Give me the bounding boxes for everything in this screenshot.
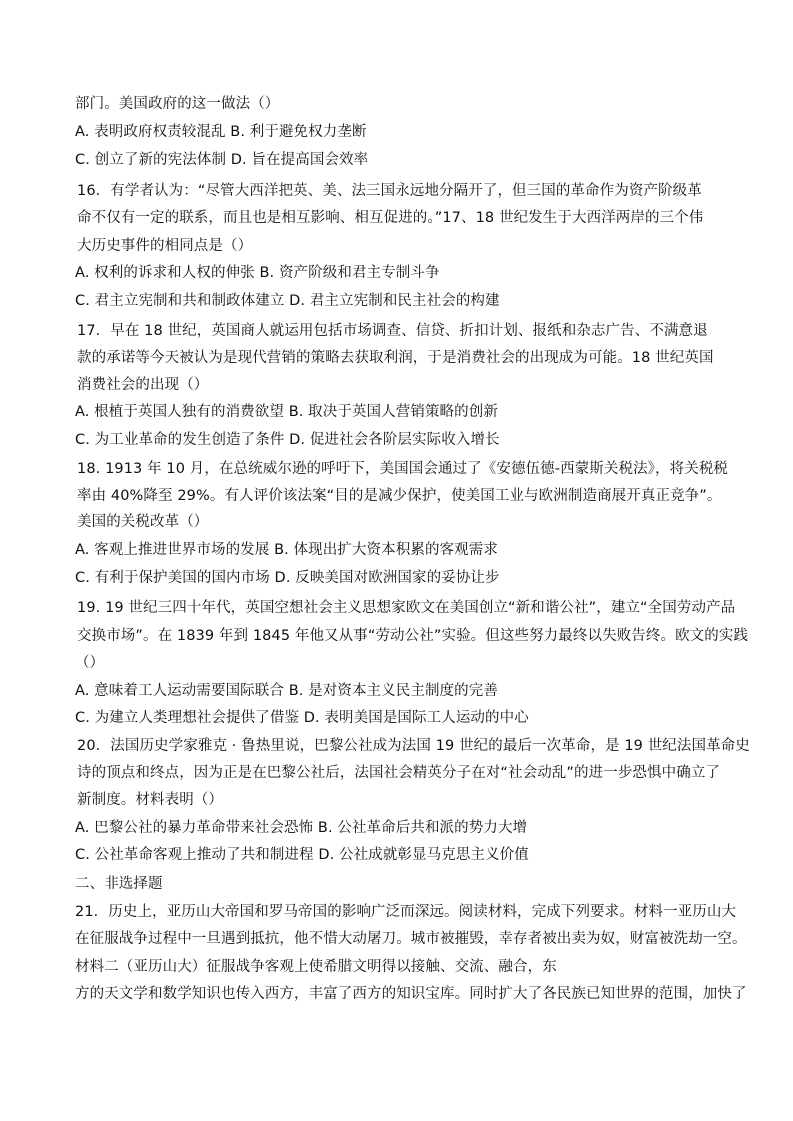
option-line: C. 为建立人类理想社会提供了借鉴 D. 表明美国是国际工人运动的中心	[75, 710, 529, 726]
option-line: C. 有利于保护美国的国内市场 D. 反映美国对欧洲国家的妥协让步	[75, 570, 500, 586]
option-line: C. 君主立宪制和共和制政体建立 D. 君主立宪制和民主社会的构建	[75, 293, 500, 309]
text-line: 在征服战争过程中一旦遇到抵抗，他不惜大动屠刀。城市被摧毁，幸存者被出卖为奴，财富被洗劫一空。	[75, 931, 747, 947]
text-line: 率由 40%降至 29%。有人评价该法案“目的是减少保护，使美国工业与欧洲制造商展开真正竞争”。	[77, 488, 722, 504]
question-19: 19. 19 世纪三四十年代，英国空想社会主义思想家欧文在美国创立“新和谐公社”，建立“全国劳动产品	[77, 600, 736, 616]
option-line: A. 意味着工人运动需要国际联合 B. 是对资本主义民主制度的完善	[75, 683, 498, 699]
text-line: 部门。美国政府的这一做法（）	[75, 96, 280, 112]
option-line: A. 客观上推进世界市场的发展 B. 体现出扩大资本积累的客观需求	[75, 542, 498, 558]
text-line: 美国的关税改革（）	[77, 514, 209, 530]
question-18: 18. 1913 年 10 月，在总统威尔逊的呼吁下，美国国会通过了《安德伍德-西蒙斯关税法》，将关税税	[77, 461, 729, 477]
question-21: 21．历史上，亚历山大帝国和罗马帝国的影响广泛而深远。阅读材料，完成下列要求。材料一亚历山大	[75, 904, 737, 920]
option-line: C. 公社革命客观上推动了共和制进程 D. 公社成就彰显马克思主义价值	[75, 847, 529, 863]
text-line: 诗的顶点和终点，因为正是在巴黎公社后，法国社会精英分子在对“社会动乱”的进一步恐惧中确立了	[77, 765, 721, 781]
text-line: 消费社会的出现（）	[77, 377, 209, 393]
question-20: 20．法国历史学家雅克 · 鲁热里说，巴黎公社成为法国 19 世纪的最后一次革命，是 19 世纪法国革命史	[77, 738, 750, 754]
question-16: 16．有学者认为：“尽管大西洋把英、美、法三国永远地分隔开了，但三国的革命作为资产阶级革	[77, 183, 702, 199]
section-heading: 二、非选择题	[75, 876, 163, 892]
text-line: 大历史事件的相同点是（）	[77, 238, 253, 254]
question-17: 17．早在 18 世纪，英国商人就运用包括市场调查、信贷、折扣计划、报纸和杂志广告、不满意退	[77, 323, 708, 339]
option-line: A. 巴黎公社的暴力革命带来社会恐怖 B. 公社革命后共和派的势力大增	[75, 820, 528, 836]
text-line: 交换市场”。在 1839 年到 1845 年他又从事“劳动公社”实验。但这些努力最终以失败告终。欧文的实践	[77, 628, 749, 644]
text-line: 方的天文学和数学知识也传入西方，丰富了西方的知识宝库。同时扩大了各民族已知世界的范围，加快了	[75, 986, 747, 1002]
text-line: 命不仅有一定的联系，而且也是相互影响、相互促进的。”17、18 世纪发生于大西洋两岸的三个伟	[77, 210, 704, 226]
option-line: C. 创立了新的宪法体制 D. 旨在提高国会效率	[75, 152, 369, 168]
option-line: A. 根植于英国人独有的消费欲望 B. 取决于英国人营销策略的创新	[75, 404, 498, 420]
option-line: A. 表明政府权责较混乱 B. 利于避免权力垄断	[75, 124, 367, 140]
text-line: （）	[75, 655, 105, 671]
text-line: 新制度。材料表明（）	[77, 792, 223, 808]
option-line: C. 为工业革命的发生创造了条件 D. 促进社会各阶层实际收入增长	[75, 432, 500, 448]
option-line: A. 权利的诉求和人权的伸张 B. 资产阶级和君主专制斗争	[75, 265, 440, 281]
text-line: 材料二（亚历山大）征服战争客观上使希腊文明得以接触、交流、融合，东	[75, 959, 557, 975]
text-line: 款的承诺等今天被认为是现代营销的策略去获取利润，于是消费社会的出现成为可能。18 世纪英国	[77, 350, 714, 366]
